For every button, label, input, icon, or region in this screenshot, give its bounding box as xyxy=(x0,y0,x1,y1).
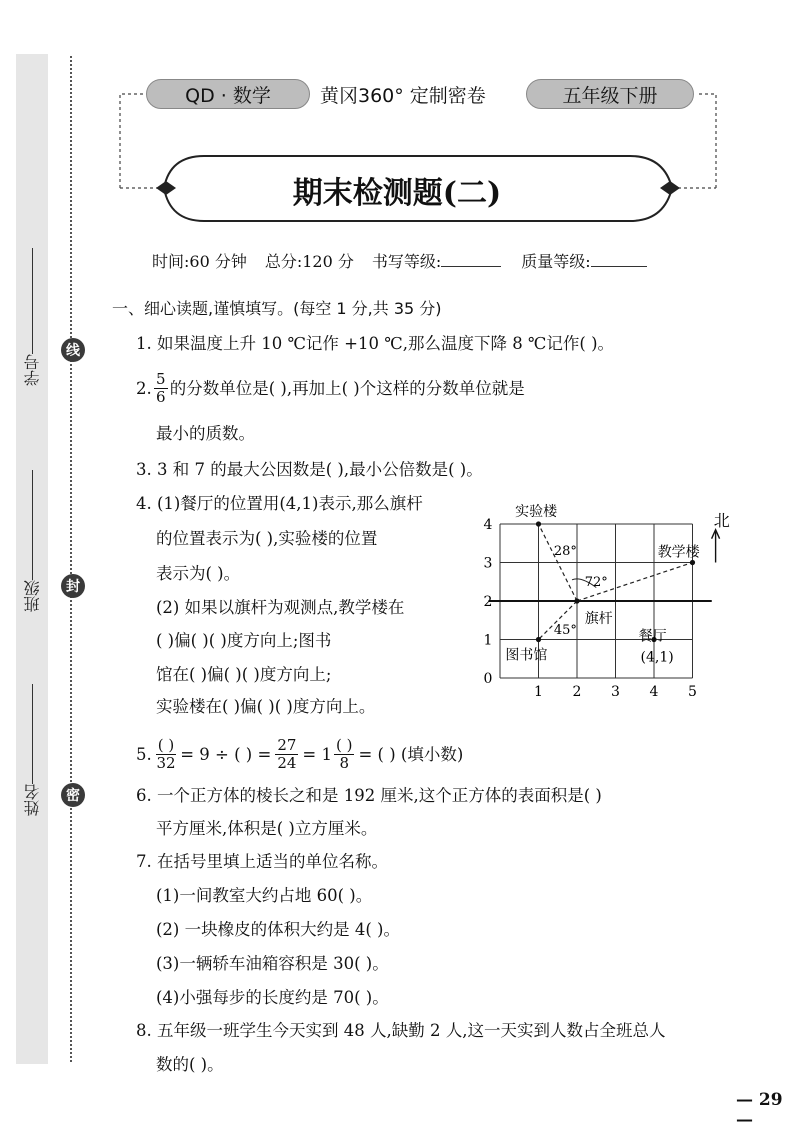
q2-number: 2. xyxy=(136,378,152,398)
y-tick-3: 3 xyxy=(483,555,493,572)
subject-tag: QD · 数学 xyxy=(146,79,310,109)
label-library: 图书馆 xyxy=(505,647,548,664)
page-number: — 29 — xyxy=(736,1090,783,1124)
x-tick-2: 2 xyxy=(572,684,582,700)
q5-fraction-2 xyxy=(275,737,298,772)
angle-45: 45° xyxy=(553,622,577,638)
title-frame xyxy=(118,88,718,238)
name-field[interactable] xyxy=(20,684,44,816)
question-7-4: (4)小强每步的长度约是 70( )。 xyxy=(156,988,389,1007)
class-field[interactable] xyxy=(20,470,44,612)
exam-title: 期末检测题(二) xyxy=(292,176,502,211)
question-4-line6: 馆在( )偏( )( )度方向上; xyxy=(156,665,332,684)
q5-fraction-1 xyxy=(156,737,176,772)
q5-f2-numerator: 27 xyxy=(277,736,297,754)
north-label: 北 xyxy=(713,511,730,530)
q2-text: 的分数单位是( ),再加上( )个这样的分数单位就是 xyxy=(169,378,525,398)
brand-text: 黄冈360° 定制密卷 xyxy=(320,85,486,107)
x-tick-5: 5 xyxy=(688,684,697,700)
q2-denominator: 6 xyxy=(155,388,166,406)
question-7: 7. 在括号里填上适当的单位名称。 xyxy=(136,852,388,871)
question-6-line2: 平方厘米,体积是( )立方厘米。 xyxy=(156,819,378,838)
question-4-line5: ( )偏( )( )度方向上;图书 xyxy=(156,631,332,650)
quality-grade-label: 质量等级: xyxy=(521,252,591,271)
label-canteen-coord: (4,1) xyxy=(640,649,674,666)
label-teaching-building: 教学楼 xyxy=(657,544,700,561)
question-4-line1: 4. (1)餐厅的位置用(4,1)表示,那么旗杆 xyxy=(136,494,423,513)
question-4-line2: 的位置表示为( ),实验楼的位置 xyxy=(156,529,378,548)
student-number-label: 学号 xyxy=(22,354,42,386)
seal-circle-secret: 密 xyxy=(61,783,85,807)
quality-grade-blank[interactable] xyxy=(591,249,647,267)
question-7-3: (3)一辆轿车油箱容积是 30( )。 xyxy=(156,954,389,973)
angle-28: 28° xyxy=(553,543,577,559)
q5-f3-denominator: 8 xyxy=(339,754,349,772)
seal-circle-seal: 封 xyxy=(61,574,85,598)
q5-number: 5. xyxy=(136,744,152,764)
q2-fraction xyxy=(154,371,168,406)
question-4-line4: (2) 如果以旗杆为观测点,教学楼在 xyxy=(156,598,405,617)
question-1: 1. 如果温度上升 10 ℃记作 +10 ℃,那么温度下降 8 ℃记作( )。 xyxy=(136,334,615,353)
q5-mid: = 9 ÷ ( ) = xyxy=(180,744,272,764)
writing-grade-label: 书写等级: xyxy=(371,252,442,271)
y-tick-4: 4 xyxy=(483,517,493,533)
point-teaching xyxy=(690,560,695,565)
q2-numerator: 5 xyxy=(154,371,168,389)
writing-grade-blank[interactable] xyxy=(441,249,501,267)
point-library xyxy=(536,637,541,642)
x-tick-1: 1 xyxy=(534,684,543,700)
grade-tag: 五年级下册 xyxy=(526,79,694,109)
angle-72: 72° xyxy=(584,574,608,590)
q5-mid2: = 1 xyxy=(302,744,332,764)
question-3: 3. 3 和 7 的最大公因数是( ),最小公倍数是( )。 xyxy=(136,460,483,479)
time-text: 时间:60 分钟 xyxy=(152,252,247,271)
total-score-text: 总分:120 分 xyxy=(264,252,354,271)
y-tick-1: 1 xyxy=(483,632,493,649)
x-tick-3: 3 xyxy=(611,684,620,700)
question-2-line2: 最小的质数。 xyxy=(156,424,255,443)
question-8-line1: 8. 五年级一班学生今天实到 48 人,缺勤 2 人,这一天实到人数占全班总人 xyxy=(136,1021,666,1040)
question-7-1: (1)一间教室大约占地 60( )。 xyxy=(156,886,373,905)
question-5 xyxy=(136,737,463,772)
question-4-line3: 表示为( )。 xyxy=(156,564,241,583)
q5-fraction-3 xyxy=(334,737,354,772)
point-flagpole xyxy=(574,598,579,603)
q5-end: = ( ) (填小数) xyxy=(358,744,464,764)
seal-circle-line: 线 xyxy=(61,338,85,362)
name-label: 姓名 xyxy=(22,784,42,816)
class-label: 班级 xyxy=(22,580,42,612)
question-7-2: (2) 一块橡皮的体积大约是 4( )。 xyxy=(156,920,400,939)
label-flagpole: 旗杆 xyxy=(584,611,613,627)
north-arrow-icon xyxy=(712,530,720,563)
y-tick-0: 0 xyxy=(483,671,493,687)
question-8-line2: 数的( )。 xyxy=(156,1055,224,1074)
label-canteen: 餐厅 xyxy=(638,628,667,645)
point-lab xyxy=(536,521,541,526)
x-tick-4: 4 xyxy=(649,684,659,700)
section-heading: 一、细心读题,谨慎填写。(每空 1 分,共 35 分) xyxy=(112,299,442,318)
question-6-line1: 6. 一个正方体的棱长之和是 192 厘米,这个正方体的表面积是( ) xyxy=(136,786,602,805)
q5-f2-denominator: 24 xyxy=(277,754,297,772)
q5-f1-denominator: 32 xyxy=(156,754,176,772)
q5-f1-numerator[interactable]: ( ) xyxy=(157,736,175,754)
label-lab: 实验楼 xyxy=(515,504,558,520)
student-number-field[interactable] xyxy=(20,248,44,386)
campus-map-diagram xyxy=(480,498,740,704)
exam-info xyxy=(152,249,647,272)
y-tick-2: 2 xyxy=(483,594,493,610)
q5-f3-numerator[interactable]: ( ) xyxy=(335,736,353,754)
question-2 xyxy=(136,371,525,406)
question-4-line7: 实验楼在( )偏( )( )度方向上。 xyxy=(156,697,376,716)
